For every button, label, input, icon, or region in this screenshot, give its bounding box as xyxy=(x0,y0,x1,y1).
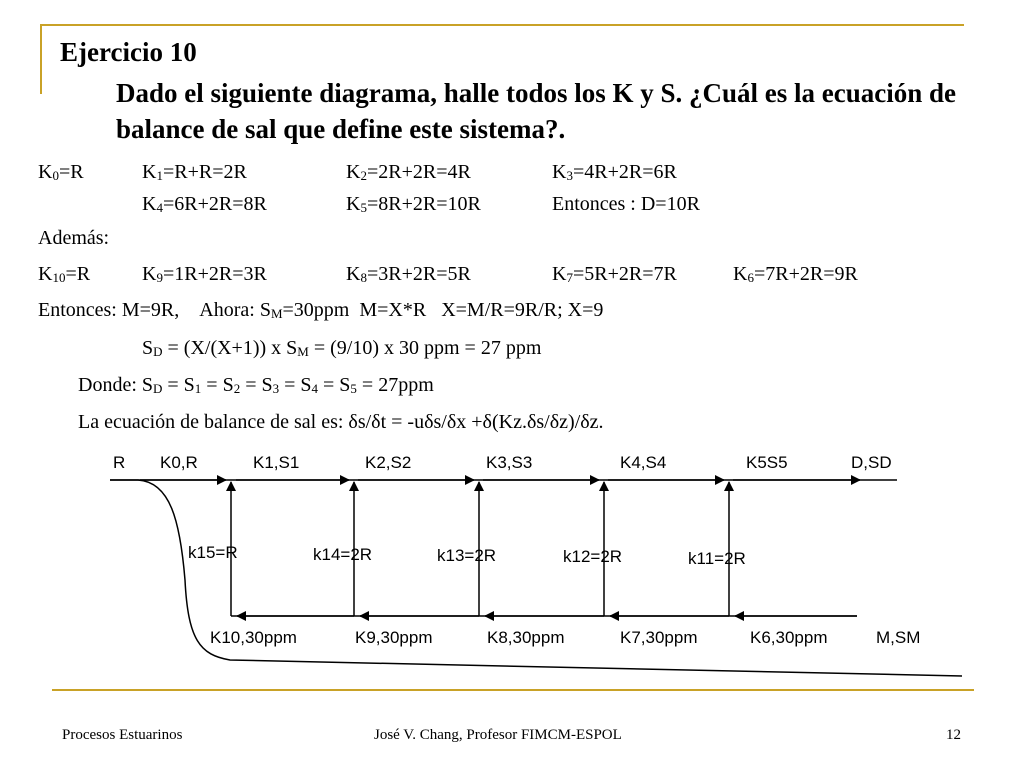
diagram-label-k5: K5S5 xyxy=(746,453,788,472)
eq-donde: Donde: $S_D = S_1 = S_2 = S_3 = S_4 = S_5 = 27ppm$ xyxy=(78,374,434,396)
diagram-label-k1: K1,S1 xyxy=(253,453,300,472)
diagram-label-k2: K2,S2 xyxy=(365,453,412,472)
eq-k0: $K_0=R$ xyxy=(38,161,84,183)
eq-sd: $S_D = (X/(X+1))$ x $S_M = (9/10)$ x 30 ppm = 27 ppm xyxy=(142,337,542,359)
diagram-label-k3: K3,S3 xyxy=(486,453,533,472)
diagram-label-k13: k13=2R xyxy=(437,546,497,565)
eq-entonces-d: Entonces : D=10R xyxy=(552,193,700,215)
diagram-label-k6: K6,30ppm xyxy=(750,628,828,647)
diagram-label-k9: K9,30ppm xyxy=(355,628,433,647)
diagram-label-k8: K8,30ppm xyxy=(487,628,565,647)
eq-k7: $K_7=5R+2R=7R$ xyxy=(552,263,677,285)
eq-k3: $K_3=4R+2R=6R$ xyxy=(552,161,677,183)
eq-entonces-m: Entonces: M=9R, Ahora: $S_M=30ppm$ M=X*R X=M/R=9R/R; X=9 xyxy=(38,299,604,321)
eq-k8: $K_8=3R+2R=5R$ xyxy=(346,263,471,285)
eq-k2: $K_2=2R+2R=4R$ xyxy=(346,161,471,183)
diagram-label-k7: K7,30ppm xyxy=(620,628,698,647)
slide-title: Ejercicio 10 xyxy=(60,37,197,67)
eq-balance-sal: La ecuación de balance de sal es: δs/δt = -uδs/δx +δ(Kz.δs/δz)/δz. xyxy=(78,411,604,433)
footer-course: Procesos Estuarinos xyxy=(62,727,183,743)
eq-k1: $K_1=R+R=2R$ xyxy=(142,161,247,183)
eq-k5: $K_5=8R+2R=10R$ xyxy=(346,193,481,215)
diagram-label-r: R xyxy=(113,453,126,472)
footer-page-number: 12 xyxy=(946,727,961,743)
diagram-label-d: D,SD xyxy=(851,453,892,472)
eq-k9: $K_9=1R+2R=3R$ xyxy=(142,263,267,285)
slide-subtitle: Dado el siguiente diagrama, halle todos los K y S. ¿Cuál es la ecuación de balance de sal que define este sistema?. xyxy=(116,78,957,144)
eq-k10: $K_{10}=R$ xyxy=(38,263,91,285)
diagram-label-k12: k12=2R xyxy=(563,547,623,566)
diagram-label-m: M,SM xyxy=(876,628,921,647)
eq-k6: $K_6=7R+2R=9R$ xyxy=(733,263,858,285)
diagram-label-k15: k15=R xyxy=(188,543,238,562)
footer-author: José V. Chang, Profesor FIMCM-ESPOL xyxy=(374,727,622,743)
label-ademas: Además: xyxy=(38,227,110,249)
diagram-label-k10: K10,30ppm xyxy=(210,628,297,647)
diagram-label-k11: k11=2R xyxy=(688,549,746,568)
eq-k4: $K_4=6R+2R=8R$ xyxy=(142,193,267,215)
diagram-label-k0: K0,R xyxy=(160,453,198,472)
diagram-label-k14: k14=2R xyxy=(313,545,373,564)
diagram-label-k4: K4,S4 xyxy=(620,453,667,472)
